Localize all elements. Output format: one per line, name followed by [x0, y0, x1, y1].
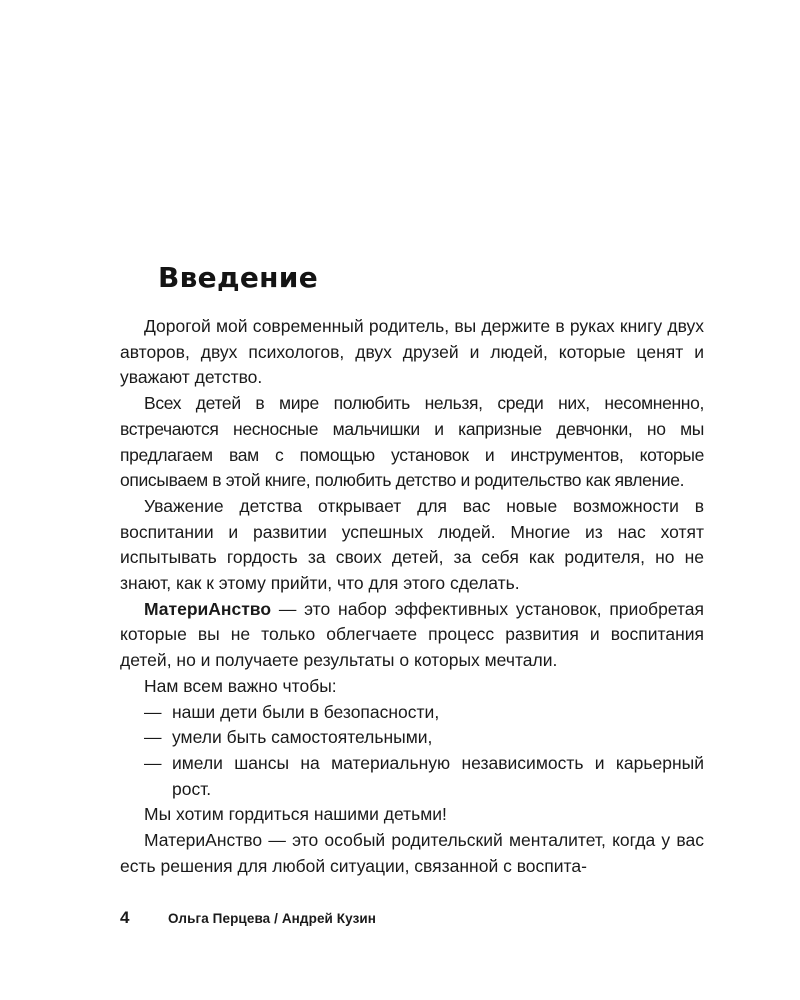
page-footer	[120, 906, 376, 930]
list-item	[120, 751, 704, 802]
goals-list	[120, 700, 704, 803]
footer-authors: Ольга Перцева / Андрей Кузин	[168, 910, 377, 926]
list-dash: —	[144, 701, 162, 722]
list-item-text: умели быть самостоятельными,	[172, 727, 433, 748]
list-item-text: имели шансы на материальную независимость и карьерный рост.	[172, 752, 704, 799]
list-item	[120, 725, 704, 751]
paragraph-mentality: МатериАнство — это особый родительский менталитет, когда у вас есть решения для любой ситуации, связанной с воспита-	[120, 830, 704, 876]
body-text	[120, 314, 704, 879]
paragraph-respect: Уважение детства открывает для вас новые возможности в воспитании и развитии успешных людей. Многие из нас хотят испытывать гордость за своих детей, за себя как родителя, но не знают, как к этому прийти, что для этого сделать.	[120, 495, 704, 594]
paragraph-love: Всех детей в мире полюбить нельзя, среди них, несомненно, встречаются несносные мальчишки и капризные девчонки, но мы предлагаем вам с помощью установок и инструментов, которые описываем в этой книге, полюбить детство и родительство как явление.	[120, 393, 704, 491]
list-dash: —	[144, 727, 162, 748]
paragraph-pride: Мы хотим гордиться нашими детьми!	[144, 804, 447, 825]
list-item-text: наши дети были в безопасности,	[172, 701, 440, 722]
list-item	[120, 700, 704, 726]
definition-text: — это набор эффективных установок, приобретая которые вы не только облегчаете процесс развития и воспитания детей, но и получаете результаты о которых мечтали.	[120, 598, 704, 671]
paragraph-definition	[120, 597, 704, 674]
chapter-title: Введение	[158, 261, 319, 294]
paragraph-intro: Дорогой мой современный родитель, вы держите в руках книгу двух авторов, двух психологов, двух друзей и людей, которые ценят и уважают детство.	[120, 316, 704, 388]
list-dash: —	[144, 752, 162, 773]
page-number: 4	[120, 908, 130, 927]
list-intro: Нам всем важно чтобы:	[144, 675, 337, 696]
definition-term: МатериАнство	[144, 598, 272, 619]
